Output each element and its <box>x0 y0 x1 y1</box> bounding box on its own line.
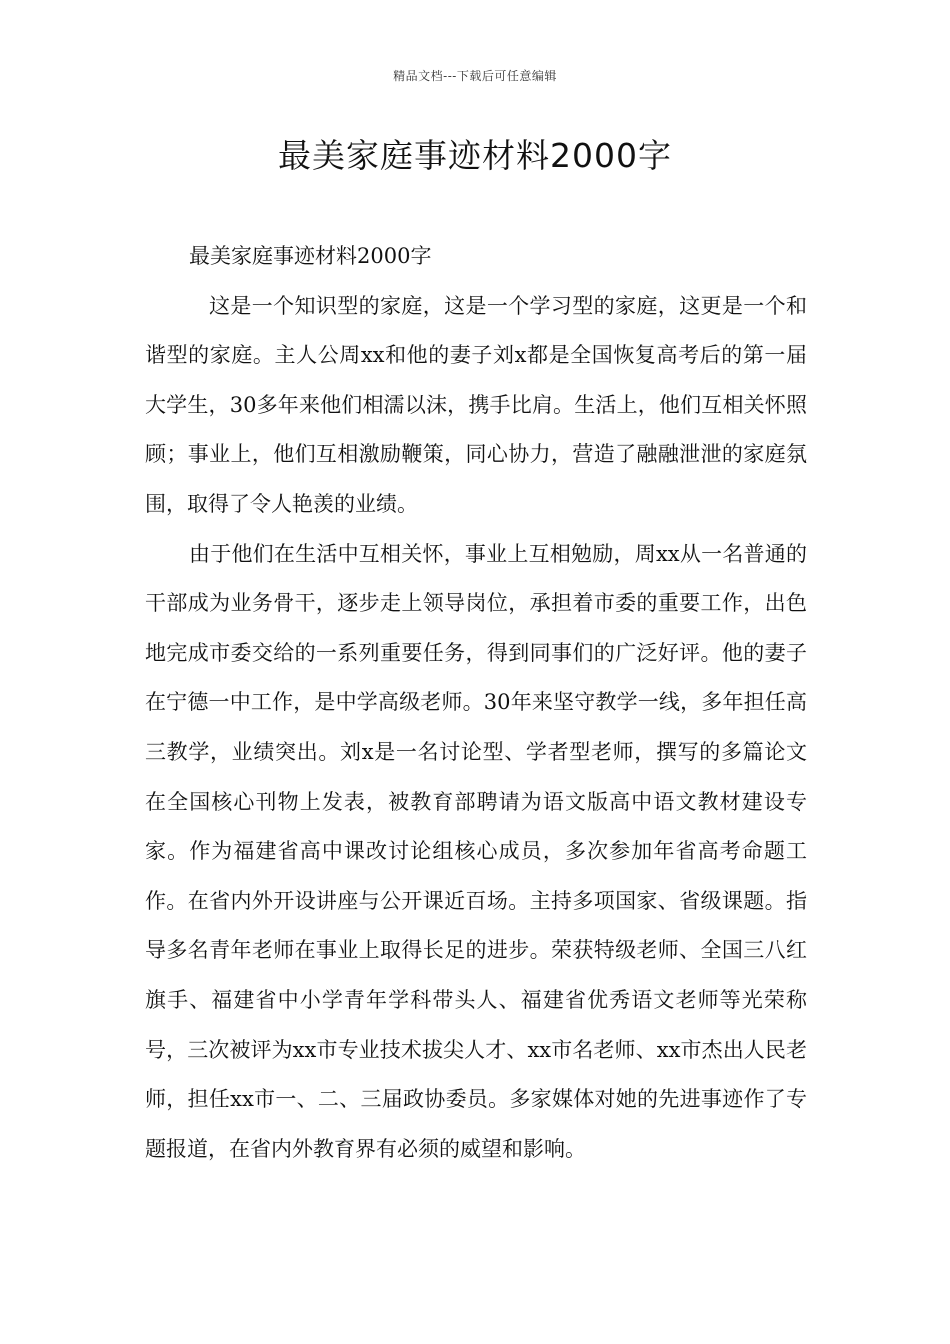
paragraph-2: 由于他们在生活中互相关怀，事业上互相勉励，周xx从一名普通的干部成为业务骨干，逐步走上领导岗位，承担着市委的重要工作，出色地完成市委交给的一系列重要任务，得到同事们的广泛好评。他的妻子在宁德一中工作，是中学高级老师。30年来坚守教学一线，多年担任高三教学，业绩突出。刘x是一名讨论型、学者型老师，撰写的多篇论文在全国核心刊物上发表，被教育部聘请为语文版高中语文教材建设专家。作为福建省高中课改讨论组核心成员，多次参加年省高考命题工作。在省内外开设讲座与公开课近百场。主持多项国家、省级课题。指导多名青年老师在事业上取得长足的进步。荣获特级老师、全国三八红旗手、福建省中小学青年学科带头人、福建省优秀语文老师等光荣称号，三次被评为xx市专业技术拔尖人才、xx市名老师、xx市杰出人民老师，担任xx市一、二、三届政协委员。多家媒体对她的先进事迹作了专题报道，在省内外教育界有必须的威望和影响。 <box>145 541 807 1161</box>
document-body <box>145 232 807 1174</box>
document-subtitle: 最美家庭事迹材料2000字 <box>189 244 432 268</box>
document-title: 最美家庭事迹材料2000字 <box>278 136 672 175</box>
paragraph-1: 这是一个知识型的家庭，这是一个学习型的家庭，这更是一个和谐型的家庭。主人公周xx和他的妻子刘x都是全国恢复高考后的第一届大学生，30多年来他们相濡以沫，携手比肩。生活上，他们互相关怀照顾；事业上，他们互相激励鞭策，同心协力，营造了融融泄泄的家庭氛围，取得了令人艳羡的业绩。 <box>145 293 807 516</box>
header-note: 精品文档---下载后可任意编辑 <box>393 69 557 83</box>
